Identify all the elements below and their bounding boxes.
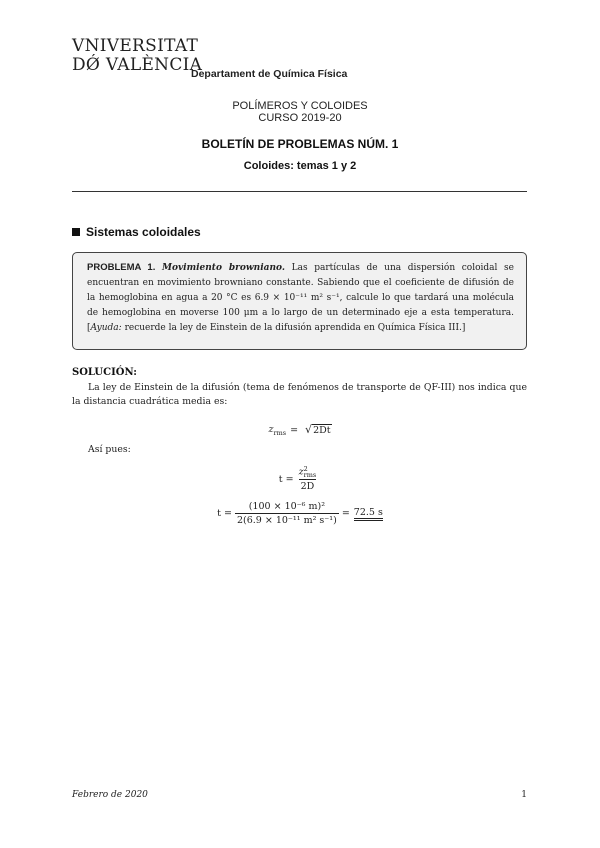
eq2-num: z [298,466,304,478]
section-heading [72,225,201,239]
problem-paragraph: PROBLEMA 1. Movimiento browniano. Las partículas de una dispersión coloidal se encuentran en movimiento browniano constante. Sabiendo que el coeficiente de difusión de la hemoglobina en agua a 20 °C es 6.9 × 10⁻¹¹ m² s⁻¹, calcule lo que tardará una molécula de hemoglobina en moverse 100 μm a lo largo de un determinado eje a esta temperatura. [Ayuda: recuerde la ley de Einstein de la difusión aprendida en Química Física III.] [87,262,514,333]
eq1-rhs: 2Dt [313,425,331,437]
eq2-num-sub: rms [303,471,317,479]
logo-line-2: DǾ VALÈNCIA [72,55,203,75]
solution-transition: Así pues: [88,444,131,455]
bulletin-title: BOLETÍN DE PROBLEMAS NÚM. 1 [201,137,399,151]
solution-title: SOLUCIÓN: [72,367,137,378]
eq2-fraction [297,466,319,492]
equation-time-numeric: t = $\frac{\text{(100 × 10⁻⁶ m)²}}{\text{2(6.9 × 10⁻¹¹ m² s⁻¹)}}$ = 72.5 s [217,501,383,526]
logo-line-1: VNIVERSITAT [72,36,199,56]
course-year: CURSO 2019-20 [258,112,342,124]
equation-rms-distance: $z_{rms}$ = √ 2Dt [268,423,331,437]
course-name: POLÍMEROS Y COLOIDES [232,100,368,112]
university-logo [72,38,202,74]
department-name: Departament de Química Física [191,68,348,80]
footer-date: Febrero de 2020 [72,790,148,800]
eq1-sub: rms [273,428,287,437]
problem-box [72,252,527,350]
eq3-fraction [235,501,339,526]
hint-text: recuerde la ley de Einstein de la difusión aprendida en Química Física III. [124,323,462,333]
problem-statement: Las partículas de una dispersión coloidal se encuentran en movimiento browniano constante. Sabiendo que el coeficiente de difusión de la hemoglobina en agua a 20 °C es 6.9 × 10⁻¹¹ m² s⁻¹, calcule lo que tardará una molécula de hemoglobina en moverse 100 μm a lo largo de un determinado eje a esta temperatura. [87,263,514,318]
eq1-lhs: z [268,424,274,435]
header-divider [72,191,527,192]
problem-title: Movimiento browniano. [161,263,285,273]
eq3-den: 2(6.9 × 10⁻¹¹ m² s⁻¹) [236,515,337,526]
eq3-lhs: t = [217,508,232,519]
eq2-lhs: t = [278,473,294,485]
page-number: 1 [521,790,527,800]
section-bullet-icon [72,228,80,236]
result-value: 72.5 s [354,507,383,521]
problem-label: PROBLEMA 1. [87,262,156,273]
hint-label: Ayuda: [90,323,122,333]
topic-subtitle: Coloides: temas 1 y 2 [243,160,357,172]
equation-time-formula [0,466,600,492]
eq3-num: (100 × 10⁻⁶ m)² [248,501,326,512]
eq2-num-sup: 2 [303,465,308,473]
section-title: Sistemas coloidales [86,225,201,239]
course-heading [0,100,600,124]
sqrt-symbol: √ 2Dt [305,423,331,437]
solution-intro: La ley de Einstein de la difusión (tema de fenómenos de transporte de QF-III) nos indica que la distancia cuadrática media es: [72,382,527,407]
eq2-den: 2D [300,481,315,492]
